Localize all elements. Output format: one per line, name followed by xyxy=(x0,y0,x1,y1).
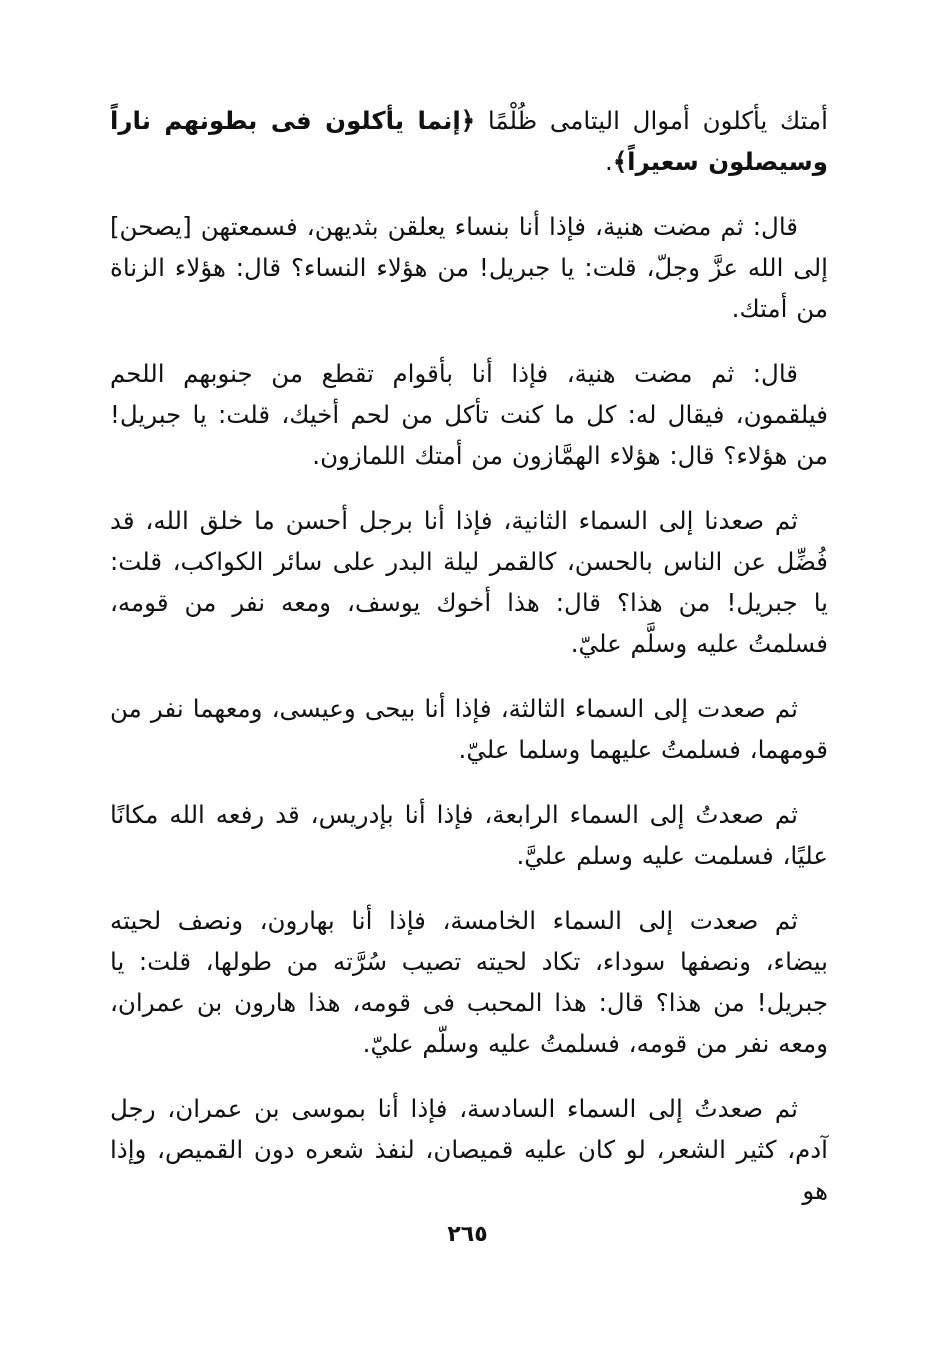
paragraph-8: ثم صعدتُ إلى السماء السادسة، فإذا أنا بموسى بن عمران، رجل آدم، كثير الشعر، لو كان عليه قميصان، لنفذ شعره دون القميص، وإذا هو xyxy=(110,1094,828,1205)
paragraph-5: ثم صعدت إلى السماء الثالثة، فإذا أنا بيحى وعيسى، ومعهما نفر من قومهما، فسلمتُ عليهما وسلما عليّ. xyxy=(110,694,828,764)
paragraph-4: ثم صعدنا إلى السماء الثانية، فإذا أنا برجل أحسن ما خلق الله، قد فُضِّل عن الناس بالحسن، كالقمر ليلة البدر على سائر الكواكب، قلت: يا جبريل! من هذا؟ قال: هذا أخوك يوسف، ومعه نفر من قومه، فسلمتُ عليه وسلَّم عليّ. xyxy=(110,506,828,658)
paragraph-1-tail: . xyxy=(605,147,613,176)
page-number: ٢٦٥ xyxy=(447,1222,488,1247)
paragraph-3: قال: ثم مضت هنية، فإذا أنا بأقوام تقطع من جنوبهم اللحم فيلقمون، فيقال له: كل ما كنت تأكل من لحم أخيك، قلت: يا جبريل! من هؤلاء؟ قال: هؤلاء الهمَّازون من أمتك اللمازون. xyxy=(110,359,828,470)
paragraph-2: قال: ثم مضت هنية، فإذا أنا بنساء يعلقن بثديهن، فسمعتهن [يصحن] إلى الله عزَّ وجلّ، قلت: يا جبريل! من هؤلاء النساء؟ قال: هؤلاء الزناة من أمتك. xyxy=(110,212,828,323)
paragraph-1 xyxy=(110,100,828,182)
paragraph-7: ثم صعدت إلى السماء الخامسة، فإذا أنا بهارون، ونصف لحيته بيضاء، ونصفها سوداء، تكاد لحيته تصيب سُرَّته من طولها، قلت: يا جبريل! من هذا؟ قال: هذا المحبب فى قومه، هذا هارون بن عمران، ومعه نفر من قومه، فسلمتُ عليه وسلّم عليّ. xyxy=(110,906,828,1058)
paragraph-1-text: أمتك يأكلون أموال اليتامى ظُلْمًا xyxy=(487,106,828,135)
page-body xyxy=(110,100,828,1235)
paragraph-6: ثم صعدتُ إلى السماء الرابعة، فإذا أنا بإدريس، قد رفعه الله مكانًا عليًا، فسلمت عليه وسلم عليَّ. xyxy=(110,800,828,870)
quran-verse: ﴿إنما يأكلون فى بطونهم ناراً وسيصلون سعيراً﴾ xyxy=(110,106,828,176)
